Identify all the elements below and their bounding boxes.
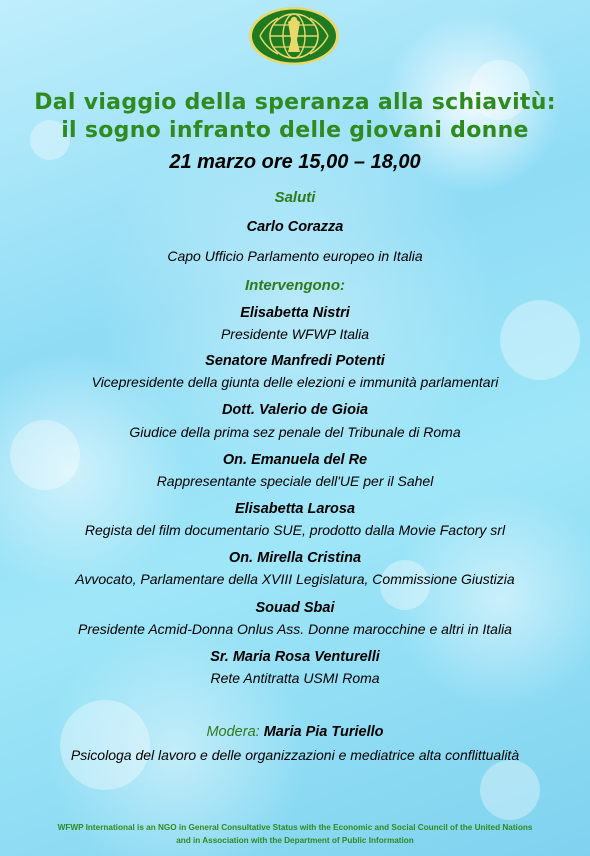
title-line-1: Dal viaggio della speranza alla schiavitù: <box>34 90 556 115</box>
section-saluti-heading: Saluti <box>274 189 316 206</box>
event-date: 21 marzo ore 15,00 – 18,00 <box>169 151 421 173</box>
moderator-name: Maria Pia Turiello <box>263 724 384 740</box>
speaker-name: Dott. Valerio de Gioia <box>221 402 369 418</box>
speaker-role: Giudice della prima sez penale del Tribunale di Roma <box>129 424 461 440</box>
speaker-name: Senatore Manfredi Potenti <box>205 353 385 369</box>
speaker-name: Carlo Corazza <box>246 219 344 235</box>
speaker-role: Regista del film documentario SUE, prodotto dalla Movie Factory srl <box>84 522 506 538</box>
speaker-role: Avvocato, Parlamentare della XVIII Legislatura, Commissione Giustizia <box>75 571 515 587</box>
bokeh-decoration <box>60 700 150 790</box>
footer-line-1: WFWP International is an NGO in General Consultative Status with the Economic and Social Council of the United Nations <box>57 823 533 832</box>
moderator-line <box>0 724 590 740</box>
speaker-role: Presidente Acmid-Donna Onlus Ass. Donne marocchine e altri in Italia <box>78 621 512 637</box>
speaker-role: Vicepresidente della giunta delle elezioni e immunità parlamentari <box>91 374 499 390</box>
speaker-name: On. Emanuela del Re <box>222 452 368 468</box>
section-intervengono-heading: Intervengono: <box>245 277 345 294</box>
speaker-role: Rappresentante speciale dell'UE per il Sahel <box>156 473 434 489</box>
speaker-name: Elisabetta Nistri <box>240 305 350 321</box>
bokeh-decoration <box>480 760 540 820</box>
speaker-name: On. Mirella Cristina <box>228 550 362 566</box>
speaker-role: Presidente WFWP Italia <box>220 326 370 342</box>
title-line-2: il sogno infranto delle giovani donne <box>61 118 529 143</box>
moderator-label: Modera: <box>206 724 260 740</box>
speaker-role: Capo Ufficio Parlamento europeo in Italia <box>167 248 423 264</box>
footer-line-2: and in Association with the Department of Public Information <box>176 836 414 845</box>
globe-with-figure-emblem-icon <box>248 6 340 66</box>
speaker-role: Rete Antitratta USMI Roma <box>210 670 380 686</box>
moderator-role: Psicologa del lavoro e delle organizzazioni e mediatrice alta conflittualità <box>70 747 520 763</box>
speaker-name: Souad Sbai <box>255 600 335 616</box>
speaker-name: Sr. Maria Rosa Venturelli <box>210 649 380 665</box>
speaker-name: Elisabetta Larosa <box>234 501 356 517</box>
